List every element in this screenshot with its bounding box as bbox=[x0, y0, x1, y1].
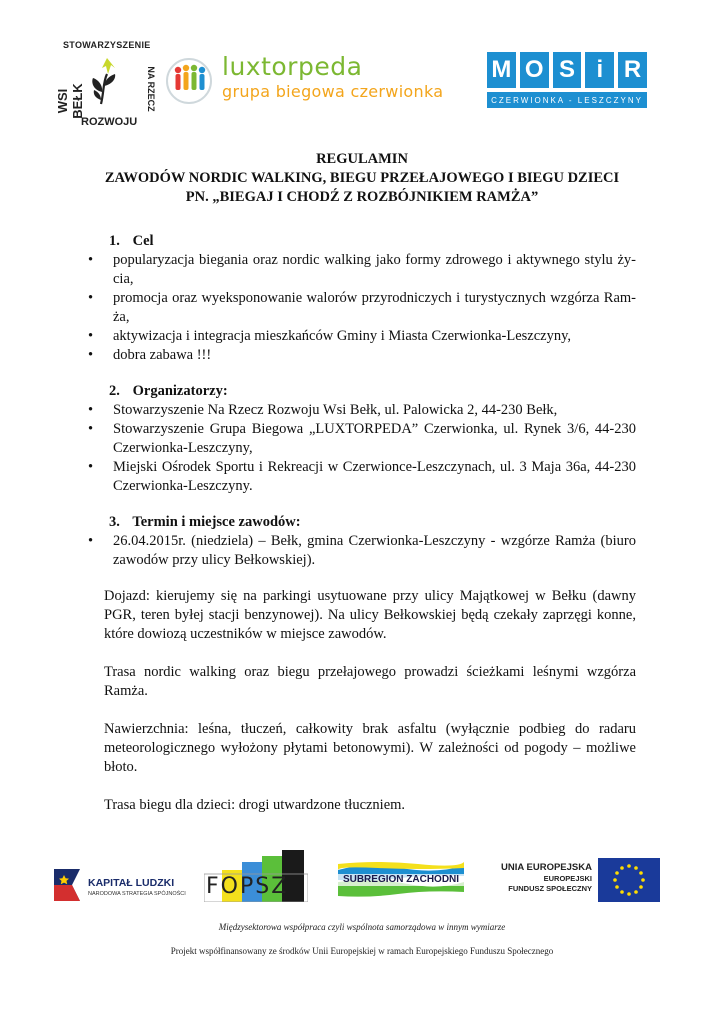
eu-line-1: UNIA EUROPEJSKA bbox=[501, 862, 592, 873]
mosir-letter: M bbox=[487, 52, 516, 88]
footer-motto: Międzysektorowa współpraca czyli wspólnota samorządowa w innym wymiarze bbox=[218, 922, 506, 932]
mosir-letters bbox=[487, 52, 647, 88]
flower-icon bbox=[85, 52, 127, 114]
luxtorpeda-logo bbox=[164, 52, 464, 112]
list-item: • Miejski Ośrodek Sportu i Rekreacji w Czerwionce-Leszczynach, ul. 3 Maja 36a, 44-230 Czerwionka-Leszczyny. bbox=[88, 458, 636, 496]
wsi-logo-bottom-text: ROZWOJU bbox=[81, 116, 138, 128]
document-title bbox=[0, 150, 724, 207]
fopsz-text: FOPSZ bbox=[206, 874, 289, 899]
mosir-band: CZERWIONKA - LESZCZYNY bbox=[487, 92, 647, 108]
section-number: 1. bbox=[109, 233, 120, 249]
eu-flag-icon bbox=[598, 858, 660, 902]
regulation-document bbox=[0, 150, 724, 815]
kapital-ludzki-logo bbox=[50, 865, 190, 909]
paragraph-surface: Nawierzchnia: leśna, tłuczeń, całkowity brak asfaltu (wyłącznie podbieg do radaru meteorologicznego wyłożony płytami betonowymi). W zależności od pogody – możliwe błoto. bbox=[104, 721, 636, 775]
section-number: 2. bbox=[109, 383, 120, 399]
section-heading-goal bbox=[109, 232, 724, 251]
list-item: • Stowarzyszenie Grupa Biegowa „LUXTORPEDA” Czerwionka, ul. Rynek 3/6, 44-230 Czerwionka-Leszczyny, bbox=[88, 420, 636, 458]
wsi-logo-left-text: WSI BEŁK bbox=[55, 83, 85, 119]
list-item: • promocja oraz wyeksponowanie walorów przyrodniczych i turystycznych wzgórza Ram-ża, bbox=[88, 289, 636, 327]
list-item: • 26.04.2015r. (niedziela) – Bełk, gmina Czerwionka-Leszczyny - wzgórze Ramża (biuro zawodów przy ulicy Bełkowskiej). bbox=[88, 532, 636, 570]
paragraph-route: Trasa nordic walking oraz biegu przełajowego prowadzi ścieżkami leśnymi wzgórza Ramża. bbox=[104, 664, 636, 699]
section-title: Organizatorzy: bbox=[132, 383, 228, 399]
eu-line-2: EUROPEJSKI bbox=[543, 874, 592, 883]
eu-text bbox=[482, 862, 592, 894]
eu-line-3: FUNDUSZ SPOŁECZNY bbox=[508, 884, 592, 893]
fopsz-logo bbox=[204, 850, 308, 902]
list-item: • aktywizacja i integracja mieszkańców Gminy i Miasta Czerwionka-Leszczyny, bbox=[88, 327, 636, 346]
title-line-2: ZAWODÓW NORDIC WALKING, BIEGU PRZEŁAJOWEGO I BIEGU DZIECI bbox=[104, 170, 620, 186]
eu-logo bbox=[482, 858, 668, 904]
goal-list bbox=[88, 251, 636, 365]
wsi-logo-top-text: STOWARZYSZENIE bbox=[63, 40, 151, 50]
date-place-list bbox=[88, 532, 636, 570]
subregion-text: SUBREGION ZACHODNI bbox=[338, 874, 464, 886]
kapital-ludzki-subtitle: NARODOWA STRATEGIA SPÓJNOŚCI bbox=[88, 891, 186, 897]
header-logos bbox=[0, 0, 724, 140]
title-line-1: REGULAMIN bbox=[316, 151, 408, 167]
section-number: 3. bbox=[109, 514, 120, 530]
mosir-letter: S bbox=[553, 52, 582, 88]
mosir-letter: i bbox=[585, 52, 614, 88]
mosir-logo bbox=[487, 52, 647, 112]
section-heading-date-place bbox=[109, 513, 724, 532]
mosir-letter: R bbox=[618, 52, 647, 88]
organizers-list bbox=[88, 401, 636, 496]
list-item: • Stowarzyszenie Na Rzecz Rozwoju Wsi Bełk, ul. Palowicka 2, 44-230 Bełk, bbox=[88, 401, 636, 420]
section-title: Termin i miejsce zawodów: bbox=[132, 514, 301, 530]
footer-funding-note: Projekt współfinansowany ze środków Unii Europejskiej w ramach Europejskiego Funduszu Społecznego bbox=[170, 946, 554, 956]
luxtorpeda-name: luxtorpeda bbox=[222, 52, 363, 81]
subregion-logo bbox=[338, 862, 464, 898]
kapital-ludzki-name: KAPITAŁ LUDZKI bbox=[88, 877, 175, 889]
paragraph-access: Dojazd: kierujemy się na parkingi usytuowane przy ulicy Majątkowej w Bełku (dawny PGR, teren byłej stacji benzynowej). Na ulicy Bełkowskiej będą czekały zaprzęgi konne, które dowiozą uczestników w miejsce zawodów. bbox=[104, 588, 636, 642]
wsi-belk-logo bbox=[55, 38, 155, 130]
wsi-logo-right-text: NA RZECZ bbox=[146, 66, 156, 112]
runners-icon bbox=[164, 56, 214, 106]
title-line-3: PN. „BIEGAJ I CHODŹ Z ROZBÓJNIKIEM RAMŻA” bbox=[185, 189, 539, 205]
section-heading-organizers bbox=[109, 382, 724, 401]
section-title: Cel bbox=[132, 233, 154, 249]
mosir-letter: O bbox=[520, 52, 549, 88]
paragraph-kids-route: Trasa biegu dla dzieci: drogi utwardzone tłuczniem. bbox=[104, 797, 406, 813]
footer bbox=[0, 850, 724, 1024]
luxtorpeda-subtitle: grupa biegowa czerwionka bbox=[222, 82, 444, 101]
flag-icon bbox=[50, 865, 84, 905]
list-item: • popularyzacja biegania oraz nordic walking jako formy zdrowego i aktywnego stylu ży-cia, bbox=[88, 251, 636, 289]
list-item: • dobra zabawa !!! bbox=[88, 346, 636, 365]
